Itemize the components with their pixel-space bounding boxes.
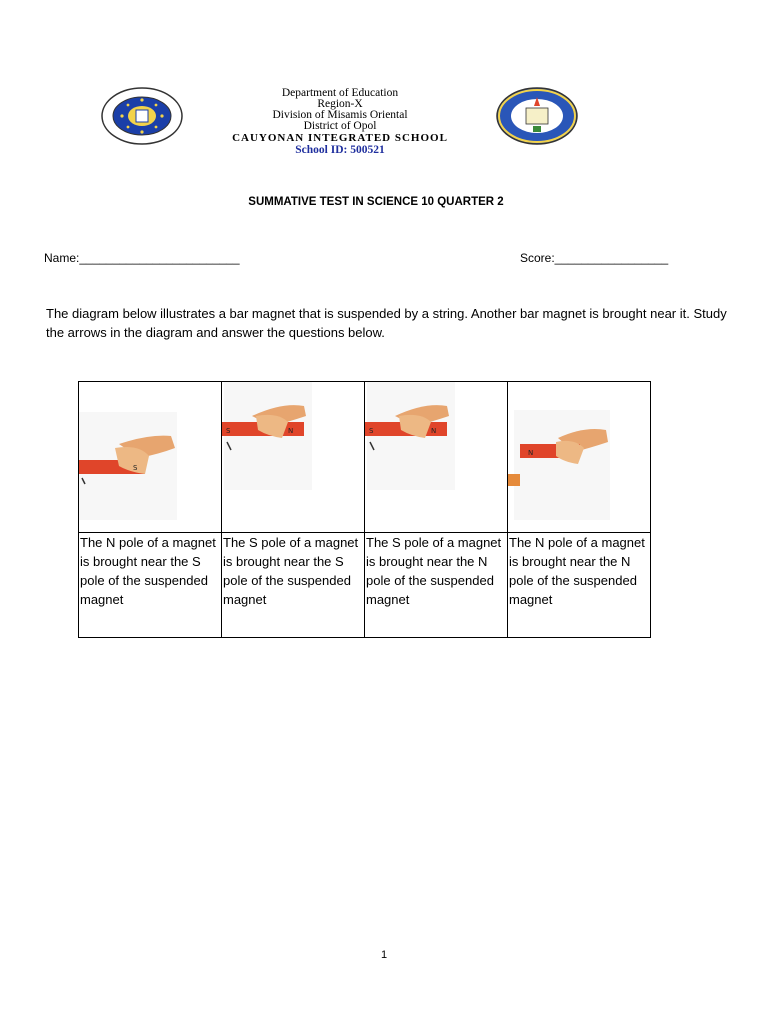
magnet-image-cell-4 [508,382,651,533]
header-school-id: School ID: 500521 [295,144,385,156]
header-region: Region-X [317,98,363,110]
score-field: Score:_________________ [520,251,669,265]
header-department: Department of Education [281,87,399,99]
magnet-illustration-4 [508,382,650,532]
magnet-illustration-1 [79,382,221,532]
caption-cell-2: The S pole of a magnet is brought near the S pole of the suspended magnet [222,533,365,638]
page-number: 1 [380,949,388,961]
magnet-image-cell-1 [79,382,222,533]
magnet-image-cell-3 [365,382,508,533]
instructions: The diagram below illustrates a bar magnet that is suspended by a string. Another bar magnet is brought near it. Study the arrows in the diagram and answer the questions below. [46,306,727,340]
header-school-name: CAUYONAN INTEGRATED SCHOOL [232,132,448,144]
magnet-image-cell-2 [222,382,365,533]
page-title: SUMMATIVE TEST IN SCIENCE 10 QUARTER 2 [248,196,504,208]
pole-label-right: N [431,427,437,435]
header-division: Division of Misamis Oriental [272,109,408,121]
magnet-illustration-3 [365,382,507,532]
pole-label-right: N [288,427,294,435]
caption-cell-4: The N pole of a magnet is brought near the N pole of the suspended magnet [508,533,651,638]
pole-label-left: S [226,427,231,435]
magnet-illustration-2 [222,382,364,532]
caption-cell-1: The N pole of a magnet is brought near the S pole of the suspended magnet [79,533,222,638]
pole-label: S [133,464,138,472]
magnet-diagram-table [78,381,651,638]
pole-label-left: S [369,427,374,435]
header-district: District of Opol [303,120,377,132]
caption-cell-3: The S pole of a magnet is brought near the N pole of the suspended magnet [365,533,508,638]
name-field: Name:________________________ [44,251,240,265]
pole-label: N [528,449,534,457]
